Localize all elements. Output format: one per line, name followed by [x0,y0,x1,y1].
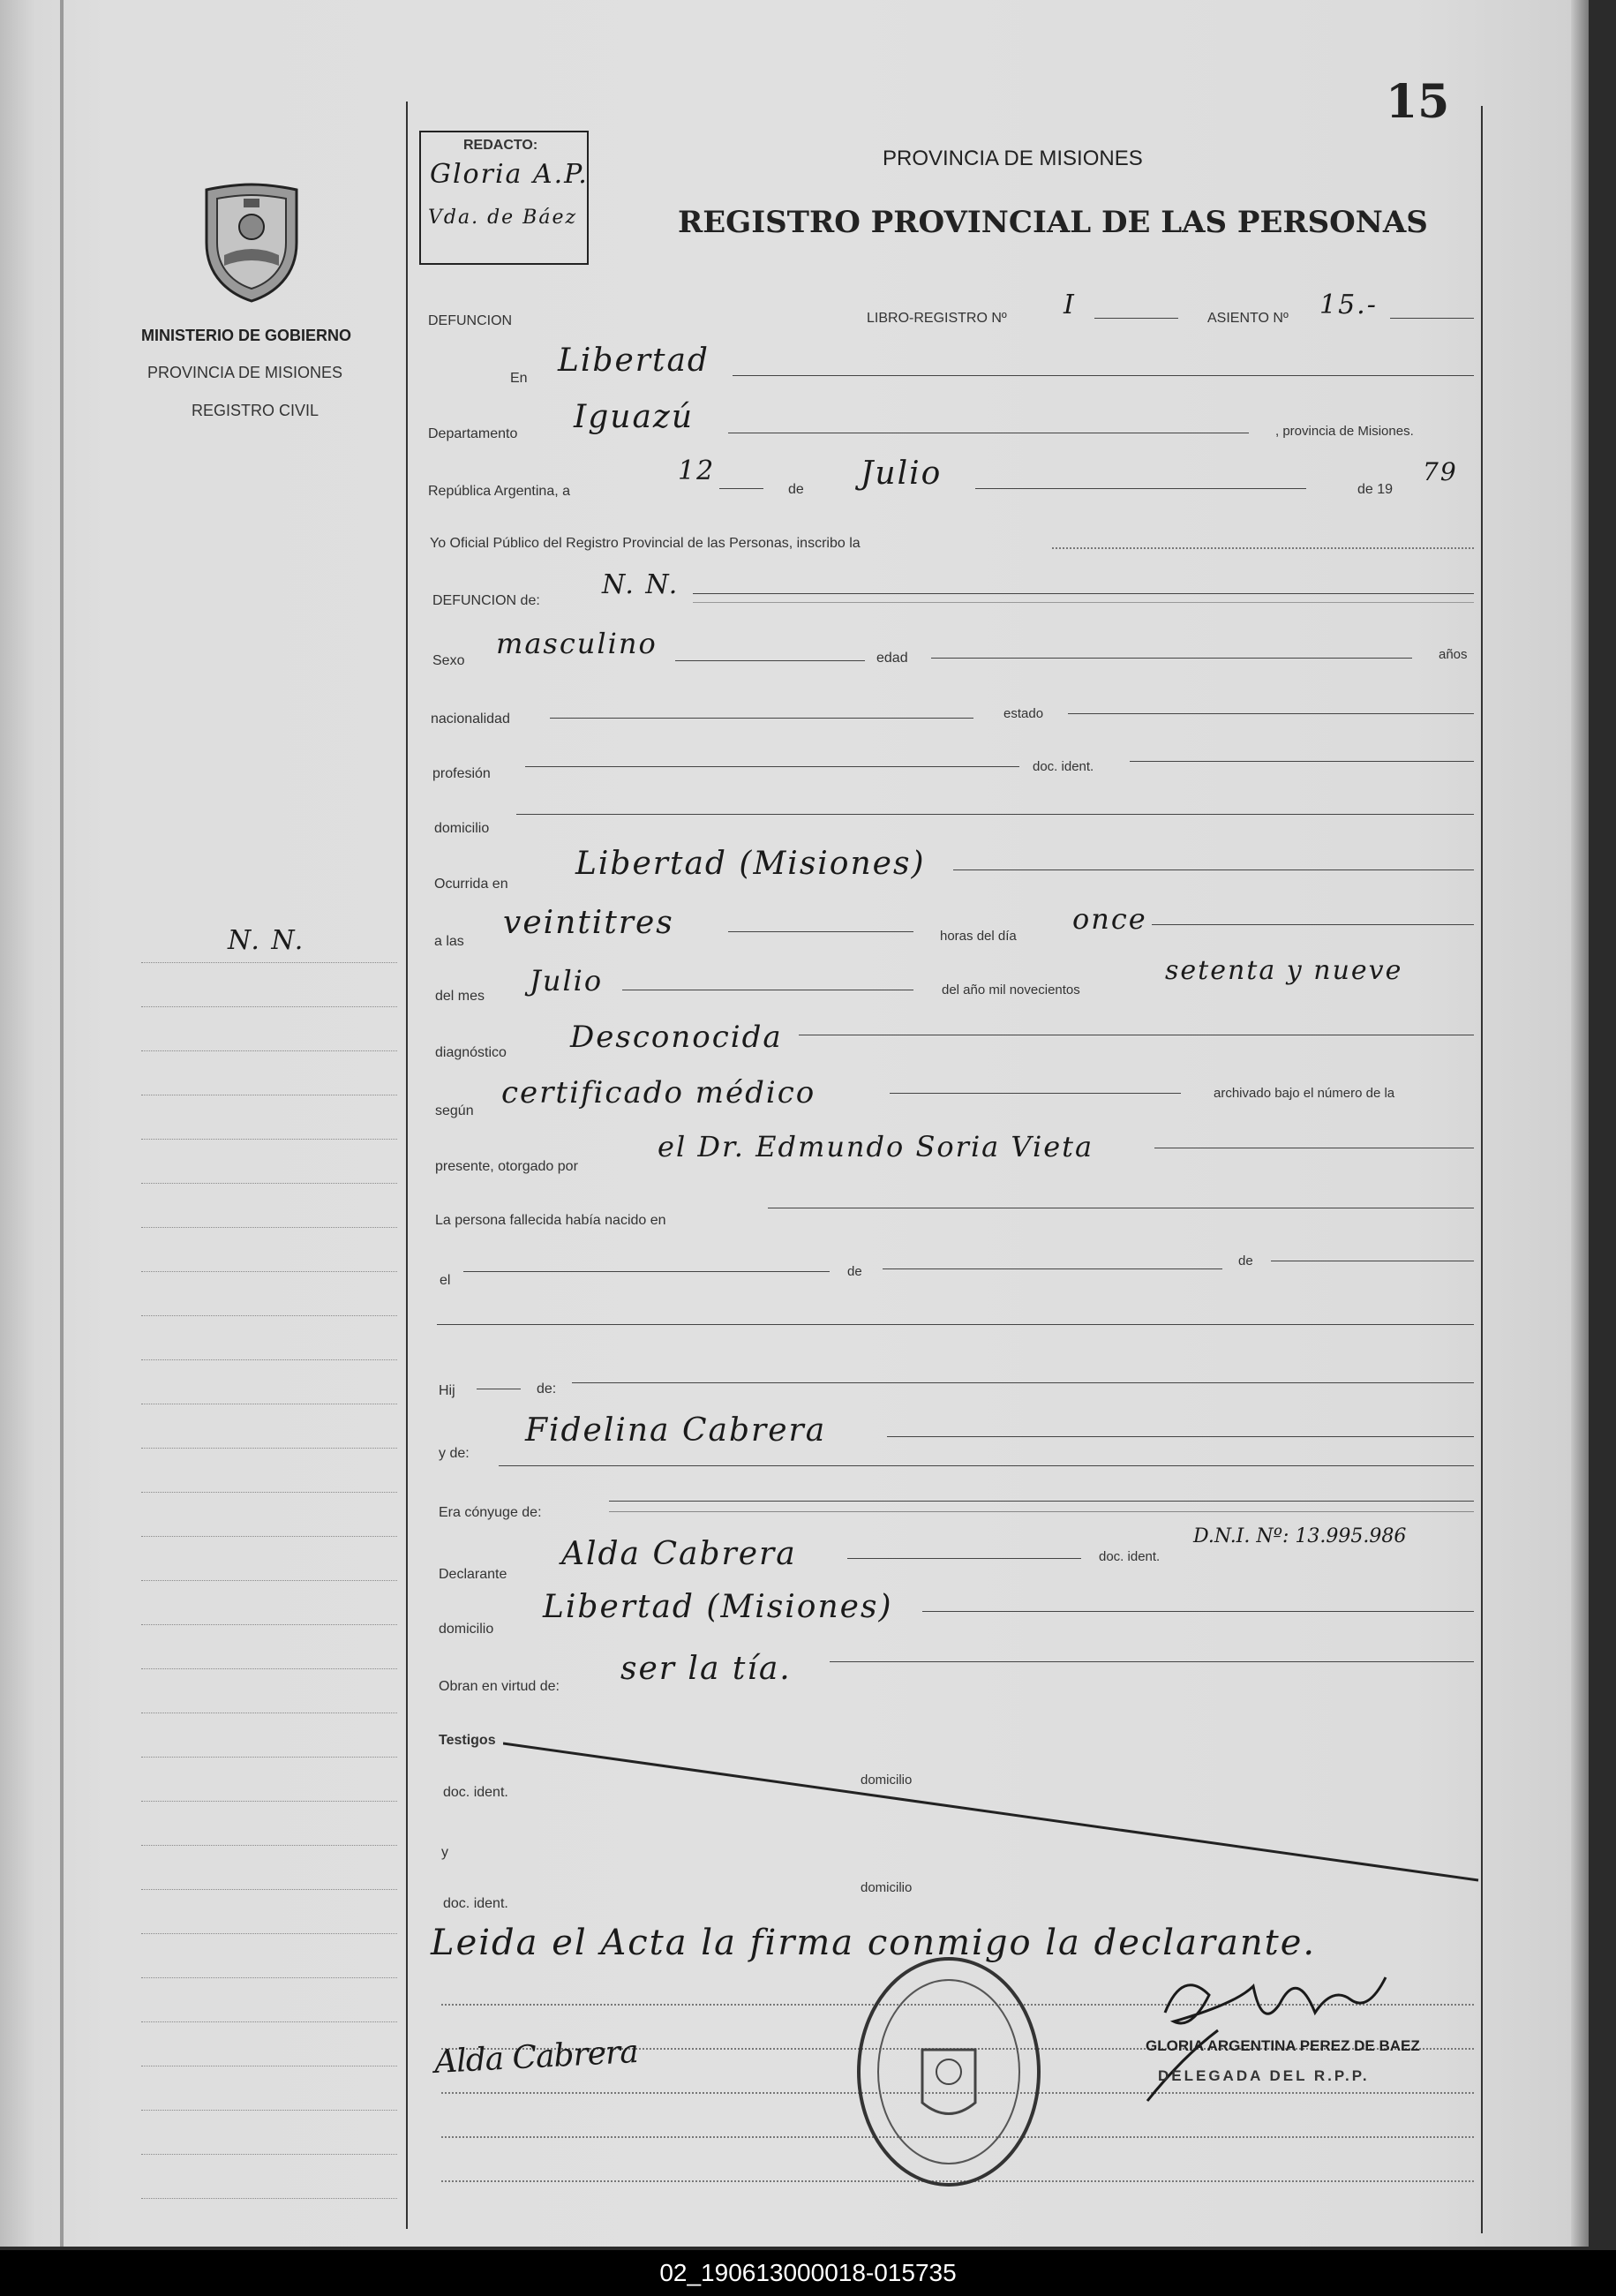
ocurrida-label: Ocurrida en [434,877,508,892]
margin-rule [141,2198,397,2199]
libro-registro-label: LIBRO-REGISTRO Nº [867,311,1007,326]
sexo-label: Sexo [432,653,465,668]
redacto-box [419,131,589,265]
obran-value: ser la tía. [620,1651,792,1687]
republica-year: 79 [1423,457,1458,486]
domicilio2-value: Libertad (Misiones) [543,1589,893,1625]
defuncion-label: DEFUNCION [428,313,513,328]
defuncion-de-value: N. N. [602,569,680,600]
declarante-value: Alda Cabrera [561,1536,797,1572]
hij-label: Hij [439,1383,455,1398]
registry-label: REGISTRO CIVIL [192,402,319,419]
cross-out-line [503,1735,1483,1885]
hij-de-label: de: [537,1381,557,1396]
official-stamp-role: DELEGADA DEL R.P.P. [1158,2067,1370,2084]
margin-rule [141,1271,397,1272]
margin-rule [141,1359,397,1360]
ministry-label: MINISTERIO DE GOBIERNO [141,327,352,344]
departamento-label: Departamento [428,426,518,441]
asiento-label: ASIENTO Nº [1207,311,1289,326]
y-label: y [441,1845,448,1860]
margin-rule [141,1624,397,1625]
page-number: 15 [1386,75,1450,129]
estado-label: estado [1003,706,1044,721]
margin-rule [141,1227,397,1228]
conyuge-label: Era cónyuge de: [439,1505,542,1520]
declarante-signature: Alda Cabrera [433,2033,639,2081]
profesion-label: profesión [432,766,491,781]
header-title: REGISTRO PROVINCIAL DE LAS PERSONAS [678,205,1428,240]
margin-rule [141,1139,397,1140]
dia-value: once [1072,902,1147,936]
republica-label: República Argentina, a [428,484,570,499]
nacionalidad-label: nacionalidad [431,711,510,726]
margin-rule [141,1183,397,1184]
margin-rule [141,962,397,963]
republica-de2: de 19 [1357,482,1394,497]
testigos-label: Testigos [439,1733,496,1748]
margin-rule [141,1050,397,1051]
segun-label: según [435,1103,474,1118]
margin-rule [141,1845,397,1846]
image-footer-id: 02_190613000018-015735 [0,2250,1616,2296]
archivado-label: archivado bajo el número de la [1214,1086,1395,1101]
anos-label: años [1439,647,1468,662]
declarante-doc-label: doc. ident. [1099,1549,1161,1564]
horas-label: horas del día [940,929,1017,944]
mes-value: Julio [530,964,604,997]
sexo-value: masculino [496,627,658,660]
yde-value: Fidelina Cabrera [525,1412,827,1449]
libro-registro-value: I [1064,290,1076,320]
redacto-line2: Vda. de Báez [428,207,578,229]
declarante-doc-value: D.N.I. Nº: 13.995.986 [1193,1525,1407,1547]
republica-day: 12 [678,455,716,486]
form-right-border [1481,106,1483,2233]
redacto-label: REDACTO: [463,138,538,153]
anio-value: setenta y nueve [1165,955,1403,986]
docident1-domicilio: domicilio [861,1773,913,1788]
asiento-value: 15.- [1319,290,1378,320]
alas-value: veintitres [503,905,674,941]
yde-label: y de: [439,1446,470,1461]
margin-rule [141,1757,397,1758]
margin-rule [141,1536,397,1537]
closing-text: Leida el Acta la firma conmigo la declarante. [431,1923,1317,1963]
coat-of-arms-icon [194,181,309,305]
margin-rule [141,2021,397,2022]
official-stamp-name: GLORIA ARGENTINA PEREZ DE BAEZ [1146,2037,1420,2054]
docident2-domicilio: domicilio [861,1880,913,1895]
book-edge [1571,0,1589,2247]
province-label: PROVINCIA DE MISIONES [147,364,343,381]
margin-rule [141,2110,397,2111]
margin-rule [141,1580,397,1581]
alas-label: a las [434,934,464,949]
form-left-border [406,102,408,2229]
presente-label: presente, otorgado por [435,1159,578,1174]
el-de2: de [1238,1253,1253,1268]
margin-rule [141,1492,397,1493]
diagnostico-label: diagnóstico [435,1045,507,1060]
presente-value: el Dr. Edmundo Soria Vieta [658,1130,1094,1163]
segun-value: certificado médico [501,1075,816,1110]
profesion-doc-label: doc. ident. [1033,759,1094,774]
republica-month: Julio [861,455,943,492]
republica-de1: de [788,482,804,497]
en-value: Libertad [558,343,710,379]
page-spine [60,0,64,2247]
defuncion-de-label: DEFUNCION de: [432,593,540,608]
margin-rule [141,1889,397,1890]
edad-label: edad [876,651,908,666]
margin-note: N. N. [228,925,305,956]
margin-rule [141,1801,397,1802]
anio-label: del año mil novecientos [942,982,1080,997]
departamento-value: Iguazú [574,399,695,435]
declarante-label: Declarante [439,1567,507,1582]
domicilio2-label: domicilio [439,1622,494,1637]
margin-rule [141,1315,397,1316]
margin-rule [141,1977,397,1978]
margin-rule [141,1668,397,1669]
mes-label: del mes [435,989,485,1004]
redacto-line1: Gloria A.P. [430,159,589,190]
el-label: el [440,1273,451,1288]
departamento-suffix: , provincia de Misiones. [1275,424,1414,439]
docident2-label: doc. ident. [443,1896,508,1911]
round-seal-stamp-icon [852,1953,1046,2191]
official-signature [1130,1951,1421,2110]
diagnostico-value: Desconocida [570,1020,783,1055]
en-label: En [510,371,528,386]
nacido-label: La persona fallecida había nacido en [435,1213,666,1228]
ocurrida-value: Libertad (Misiones) [575,846,926,882]
docident1-label: doc. ident. [443,1785,508,1800]
margin-rule [141,1448,397,1449]
el-de1: de [847,1264,862,1279]
margin-rule [141,1006,397,1007]
domicilio-label: domicilio [434,821,490,836]
margin-rule [141,1933,397,1934]
yo-oficial-text: Yo Oficial Público del Registro Provincial de las Personas, inscribo la [430,536,861,551]
header-province: PROVINCIA DE MISIONES [883,147,1143,170]
margin-rule [141,2154,397,2155]
obran-label: Obran en virtud de: [439,1679,560,1694]
